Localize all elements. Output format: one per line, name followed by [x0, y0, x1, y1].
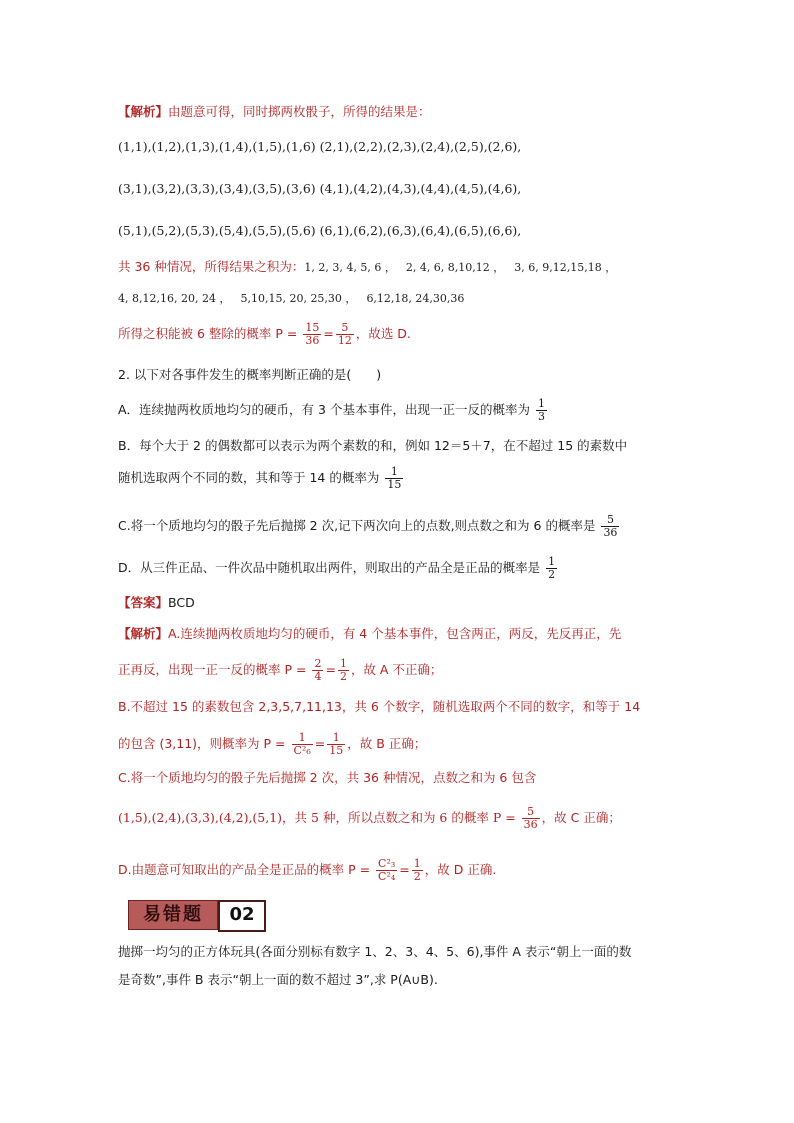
option-a-text: A．连续抛两枚质地均匀的硬币，有 3 个基本事件，出现一正一反的概率为 — [118, 402, 530, 417]
analysis2-c-line1: C.将一个质地均匀的骰子先后抛掷 2 次，共 36 种情况，点数之和为 6 包含 — [118, 770, 537, 785]
products-e: 5,10,15, 20, 25,30 ， — [240, 292, 357, 305]
answer-tag: 【答案】 — [118, 595, 169, 610]
outcomes-row-2: (3,1),(3,2),(3,3),(3,4),(3,5),(3,6) (4,1),(4,2),(4,3),(4,4),(4,5),(4,6), — [118, 181, 522, 196]
answer-value: BCD — [168, 595, 195, 610]
analysis2-d-line: D.由题意可知取出的产品全是正品的概率 P = $\frac{\text{C²₃}}{\text{C²₄}}$ = $\frac{1}{2}$ ，故 D 正确. — [118, 857, 497, 883]
conclusion-pre: 所得之积能被 6 整除的概率 P = — [118, 326, 298, 341]
option-b-fraction: $\frac{1}{15}$ — [387, 465, 402, 491]
products-a: 1, 2, 3, 4, 5, 6 ， — [304, 261, 396, 274]
products-line-1 — [118, 259, 616, 276]
products-d: 4, 8,12,16, 20, 24 ， — [118, 292, 231, 305]
outcomes-row-3: (5,1),(5,2),(5,3),(5,4),(5,5),(5,6) (6,1),(6,2),(6,3),(6,4),(6,5),(6,6), — [118, 223, 522, 238]
option-c-text: C.将一个质地均匀的骰子先后抛掷 2 次,记下两次向上的点数,则点数之和为 6 的概率是 — [118, 518, 596, 533]
products-c: 3, 6, 9,12,15,18 ， — [514, 261, 617, 274]
banner-label: 易错题 — [128, 900, 218, 930]
banner-number: 02 — [218, 900, 266, 932]
fraction-2-4: $\frac{2}{4}$ — [314, 657, 322, 683]
fraction-5-36: $\frac{5}{36}$ — [523, 805, 538, 831]
fraction-5-12: $\frac{5}{12}$ — [337, 321, 352, 347]
question2-option-b-line2 — [118, 466, 405, 491]
analysis2-b-line1: B.不超过 15 的素数包含 2,3,5,7,11,13，共 6 个数字，随机选取两个不同的数字，和等于 14 — [118, 699, 641, 714]
option-d-text: D．从三件正品、一件次品中随机取出两件，则取出的产品全是正品的概率是 — [118, 560, 541, 575]
problem-line1: 抛掷一均匀的正方体玩具(各面分别标有数字 1、2、3、4、5、6),事件 A 表示“朝上一面的数 — [118, 944, 632, 959]
option-a-fraction: $\frac{1}{3}$ — [537, 397, 545, 423]
fraction-1-2-d: $\frac{1}{2}$ — [413, 857, 421, 883]
analysis2-c-pre: (1,5),(2,4),(3,3),(4,2),(5,1)，共 5 种，所以点数之和为 6 的概率 P = — [118, 810, 516, 825]
analysis2-d-post: ，故 D 正确. — [424, 862, 497, 877]
fraction-1-c62: $\frac{1}{\text{C²₆}}$ — [293, 731, 311, 757]
fraction-c32-c42: $\frac{\text{C²₃}}{\text{C²₄}}$ — [378, 857, 396, 883]
conclusion-post: ，故选 D. — [355, 326, 411, 341]
analysis-intro-text: 由题意可得，同时掷两枚骰子，所得的结果是： — [168, 104, 431, 119]
analysis2-a-post: ，故 A 不正确； — [350, 662, 443, 677]
analysis2-d-pre: D.由题意可知取出的产品全是正品的概率 P = — [118, 862, 371, 877]
analysis-tag: 【解析】 — [118, 104, 169, 119]
analysis2-a-pre: 正再反，出现一正一反的概率 P = — [118, 662, 307, 677]
analysis2-b-pre: 的包含 (3,11)，则概率为 P = — [118, 736, 286, 751]
option-c-fraction: $\frac{5}{36}$ — [603, 513, 618, 539]
option-b-text: 随机选取两个不同的数，其和等于 14 的概率为 — [118, 470, 380, 485]
analysis2-c-post: ，故 C 正确； — [541, 810, 621, 825]
analysis2-c-line2 — [118, 806, 621, 831]
question2-option-b-line1: B．每个大于 2 的偶数都可以表示为两个素数的和，例如 12＝5＋7，在不超过 15 的素数中 — [118, 438, 628, 453]
products-line-2 — [118, 290, 464, 307]
fraction-15-36: $\frac{15}{36}$ — [305, 321, 320, 347]
fraction-1-15: $\frac{1}{15}$ — [329, 731, 344, 757]
analysis2-a-line1 — [118, 626, 621, 642]
answer-line — [118, 595, 195, 611]
analysis2-a-line2: 正再反，出现一正一反的概率 P = $\frac{2}{4}$ = $\frac{1}{2}$ ，故 A 不正确； — [118, 657, 443, 683]
analysis2-b-post: ，故 B 正确； — [347, 736, 427, 751]
fraction-1-2: $\frac{1}{2}$ — [339, 657, 347, 683]
analysis1-intro-line — [118, 104, 431, 120]
analysis2-tag: 【解析】 — [118, 626, 169, 641]
question2-option-d — [118, 556, 559, 581]
option-d-fraction: $\frac{1}{2}$ — [548, 555, 556, 581]
products-intro: 共 36 种情况，所得结果之积为： — [118, 259, 305, 274]
question2-option-c — [118, 514, 621, 539]
analysis2-b-line2: 的包含 (3,11)，则概率为 P = $\frac{1}{\text{C²₆}}$ = $\frac{1}{15}$ ，故 B 正确； — [118, 731, 427, 757]
question2-option-a — [118, 398, 549, 423]
conclusion-line: 所得之积能被 6 整除的概率 P = $\frac{15}{36}$ = $\frac{5}{12}$ ，故选 D. — [118, 321, 411, 347]
analysis2-a-text1: A.连续抛两枚质地均匀的硬币，有 4 个基本事件，包含两正，两反，先反再正，先 — [168, 626, 622, 641]
error-prone-banner — [128, 900, 266, 930]
problem-line2: 是奇数”,事件 B 表示“朝上一面的数不超过 3”,求 P(A∪B). — [118, 972, 438, 987]
question2-stem: 2. 以下对各事件发生的概率判断正确的是( ) — [118, 367, 382, 382]
products-b: 2, 4, 6, 8,10,12 ， — [405, 261, 505, 274]
products-f: 6,12,18, 24,30,36 — [366, 292, 465, 305]
outcomes-row-1: (1,1),(1,2),(1,3),(1,4),(1,5),(1,6) (2,1),(2,2),(2,3),(2,4),(2,5),(2,6), — [118, 139, 522, 154]
